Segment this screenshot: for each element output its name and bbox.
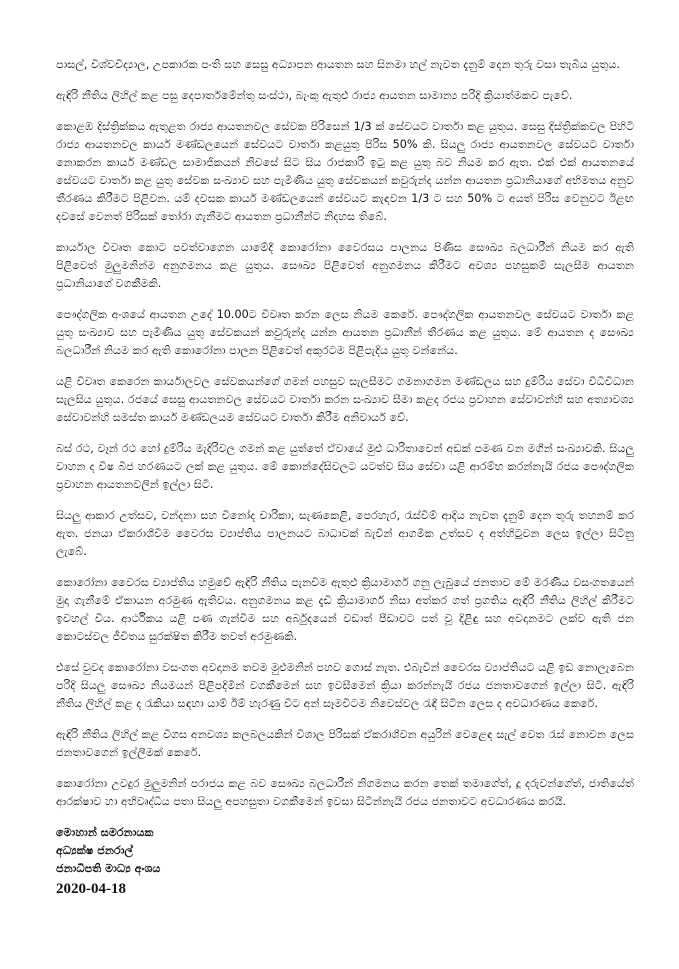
paragraph-private-sector: පෞද්ගලික අංශයේ ආයතන උදේ 10.00ට විවෘත කරන ලෙස නියම කෙරේ. පෞද්ගලික ආයතනවල සේවයට වාර්තා කළ යුතු සංඛ්‍යාව සහ පැමිණිය යුතු සේවකයන් කවුරුන්ද යන්න ආයතන ප්‍රධානීන් තීරණය කළ යුතුය. මේ ආයතන ද සෞඛ්‍ය බලධාරීන් නියම කර ඇති කොරෝනා පාලන පිළිවෙත් අකුරටම පිළිපැදිය යුතු වන්නේය.: [56, 308, 634, 357]
paragraph-staff-attendance: කොළඹ දිස්ත්‍රික්කය ඇතුළත රාජ්‍ය ආයතනවල සේවක පිරිසෙන් 1/3 ක් සේවයට වාර්තා කළ යුතුය. සෙසු දිස්ත්‍රික්කවල පිහිටි රාජ්‍ය ආයතනවල කාර්ය මණ්ඩලයෙන් සේවයට වාර්තා කළයුතු පිරිස 50% කි. සියලු රාජ්‍ය ආයතනවල සේවයට වාර්තා නොකරන කාර්ය මණ්ඩල සාමාජිකයන් නිවසේ සිට සිය රාජකාරි ඉටු කළ යුතු බව නියම කර ඇත. එක් එක් ආයතනයේ සේවයට වාර්තා කළ යුතු සේවක සංඛ්‍යාව සහ පැමිණිය යුතු සේවකයන් කවුරුන්ද යන්න ආයතන ප්‍රධානියාගේ අභිමතය අනුව තීරණය කිරීමට පිළිවන. යම් දවසක කාර්ය මණ්ඩලයෙන් සේවයට කැඳවන 1/3 ට සහ 50% ට අයත් පිරිස වෙනුවට ඊළඟ දවසේ වෙනත් පිරිසක් තෝරා ගැනීමට ආයතන ප්‍රධානීන්ට නිදහස තිබේ.: [56, 120, 634, 223]
signatory-office: ජනාධිපති මාධ්‍ය අංශය: [56, 862, 161, 875]
paragraph-public-caution: එසේ වුවද කොරෝනා වසංගත අවදානම තවම මුළුමනින් පහව ගොස් නැත. එබැවින් වෛරස ව්‍යාප්තියට යළි ඉඩ නොලැබෙන පරිදි සියලු සෞඛ්‍ය නියමයන් පිළිපදිමින් වගකීමෙන් සහ ඉවසීමෙන් ක්‍රියා කරන්නැයි රජය ජනතාවගෙන් ඉල්ලා සිටී. ඇඳිරි නීතිය ලිහිල් කළ ද රැකියා සඳහා යාම් ඊම් හැරණු විට අන් සෑමවිටම නිවෙස්වල රැඳී සිටින ලෙස ද අවධාරණය කෙරේ.: [56, 661, 634, 710]
signature-block: [56, 824, 634, 899]
signatory-title: අධ්‍යක්ෂ ජනරාල්: [56, 844, 133, 857]
paragraph-market-crowding: ඇඳිරි නීතිය ලිහිල් කළ විගස අනවශ්‍ය කලබලයකින් විශාල පිරිසක් ඒකරාශීවන අයුරින් වෙළෙඳ සැල් වෙත රැස් නොවන ලෙස ජනතාවගෙන් ඉල්ලීමක් කෙරේ.: [56, 728, 634, 759]
signatory-name: මොහාන් සමරනායක: [56, 826, 154, 839]
paragraph-schools-closure: පාසල්, විශ්වවිද්‍යාල, උපකාරක පංති සහ සෙසු අධ්‍යාපන ආයතන සහ සිනමා හල් නැවත දැනුම් දෙන තුරු වසා තැබිය යුතුය.: [56, 58, 620, 71]
paragraph-transport-services: යළි විවෘත කෙරෙන කාර්යාලවල සේවකයන්ගේ ගමන් පහසුව සැලසීමට ගමනාගමන මණ්ඩලය සහ දුම්රිය සේවා විධිවිධාන සැලසිය යුතුය. රජයේ සෙසු ආයතනවල සේවයට වාර්තා කරන සංඛ්‍යාව සීමා කළද රජය ප්‍රවාහන සේවාවන්හි සහ අත්‍යාවශ්‍ය සේවාවන්හි සමස්ත කාර්ය මණ්ඩලයම සේවයට වාර්තා කිරීම අනිවාර්ය වේ.: [56, 375, 634, 424]
paragraph-curfew-objective: කොරෝනා වෛරස ව්‍යාප්තිය හමුවේ ඇඳිරි නීතිය පැනවීම ඇතුළු ක්‍රියාමාර්ග ගනු ලැබුයේ ජනතාව මේ මරණීය වසංගතයෙන් මුදා ගැනීමේ ඒකායන අරමුණ ඇතිවය. අනුගමනය කළ දැඩි ක්‍රියාමාර්ග නිසා අත්කර ගත් ප්‍රගතිය ඇඳිරි නීතිය ලිහිල් කිරීමට ඉවහල් විය. ආර්ථිකය යළි පණ ගැන්වීම සහ අර්බුදයෙන් වඩාත් පීඩාවට පත් වූ දිළිඳු සහ අවදානමට ලක්ව ඇති ජන කොටස්වල ජීවිතය සුරක්ෂිත කිරීම තවත් අරමුණකි.: [56, 576, 634, 643]
paragraph-closing-appeal: කොරෝනා උවදුර මුලුමනින් පරාජය කළ බව සෞඛ්‍ය බලධාරීන් නිගමනය කරන තෙක් තමාගේත්, දූ දරුවන්ගේත්, ජාතියේත් ආරක්ෂාව හා අභිවෘද්ධිය පතා සියලු අපහසුතා වගකීමෙන් ඉවසා සිටින්නැයි රජය ජනතාවට අවධාරණය කරයි.: [56, 777, 634, 808]
document-page: [56, 56, 634, 899]
paragraph-state-institutions: ඇඳිරි නීතිය ලිහිල් කළ පසු දෙපාර්තමේන්තු සංස්ථා, බැංකු ඇතුළු රාජ්‍ය ආයතන සාමාන්‍ය පරිදි ක්‍රියාත්මකව පැවේ.: [56, 89, 573, 102]
paragraph-health-guidelines: කාර්යාල විවෘත කොට පවත්වාගෙන යාමේදී කොරෝනා වෛරසය පාලනය පිණිස සෞඛ්‍ය බලධාරීන් නියම කර ඇති පිළිවෙත් මුලුමනින්ම අනුගමනය කළ යුතුය. සෞඛ්‍ය පිළිවෙත් අනුගමනය කිරීමට අවශ්‍ය පහසුකම් සැලසීම ආයතන ප්‍රධානියාගේ වගකීමකි.: [56, 241, 634, 290]
paragraph-passenger-limits: බස් රථ, වෑන් රථ හෝ දුම්රිය මැදිරිවල ගමන් කළ යුත්තේ ඒවායේ මුළු ධාරිතාවෙන් අඩක් පමණ වන මගීන් සංඛ්‍යාවකි. සියලු වාහන ද විෂ බීජ හරණයට ලක් කළ යුතුය. මේ කොන්දේසිවලට යටත්ව සිය සේවා යළි ආරම්භ කරන්නැයි රජය පෞද්ගලික ප්‍රවාහන ආයතනවලින් ඉල්ලා සිටී.: [56, 442, 634, 491]
paragraph-events-ban: සියලු ආකාර උත්සව, වන්දනා සහ විනෝද චාරිකා, සැණකෙළි, පෙරහැර, රැස්වීම් ආදිය නැවත දැනුම් දෙන තුරු තහනම් කර ඇත. ජනයා ඒකරාශීවීම වෛරස ව්‍යාප්තිය පාලනයට බාධාවක් බැවින් ආගමික උත්සව ද අත්හිටුවන ලෙස ඉල්ලා සිටිනු ලැබේ.: [56, 509, 634, 558]
document-date: 2020-04-18: [56, 881, 126, 897]
